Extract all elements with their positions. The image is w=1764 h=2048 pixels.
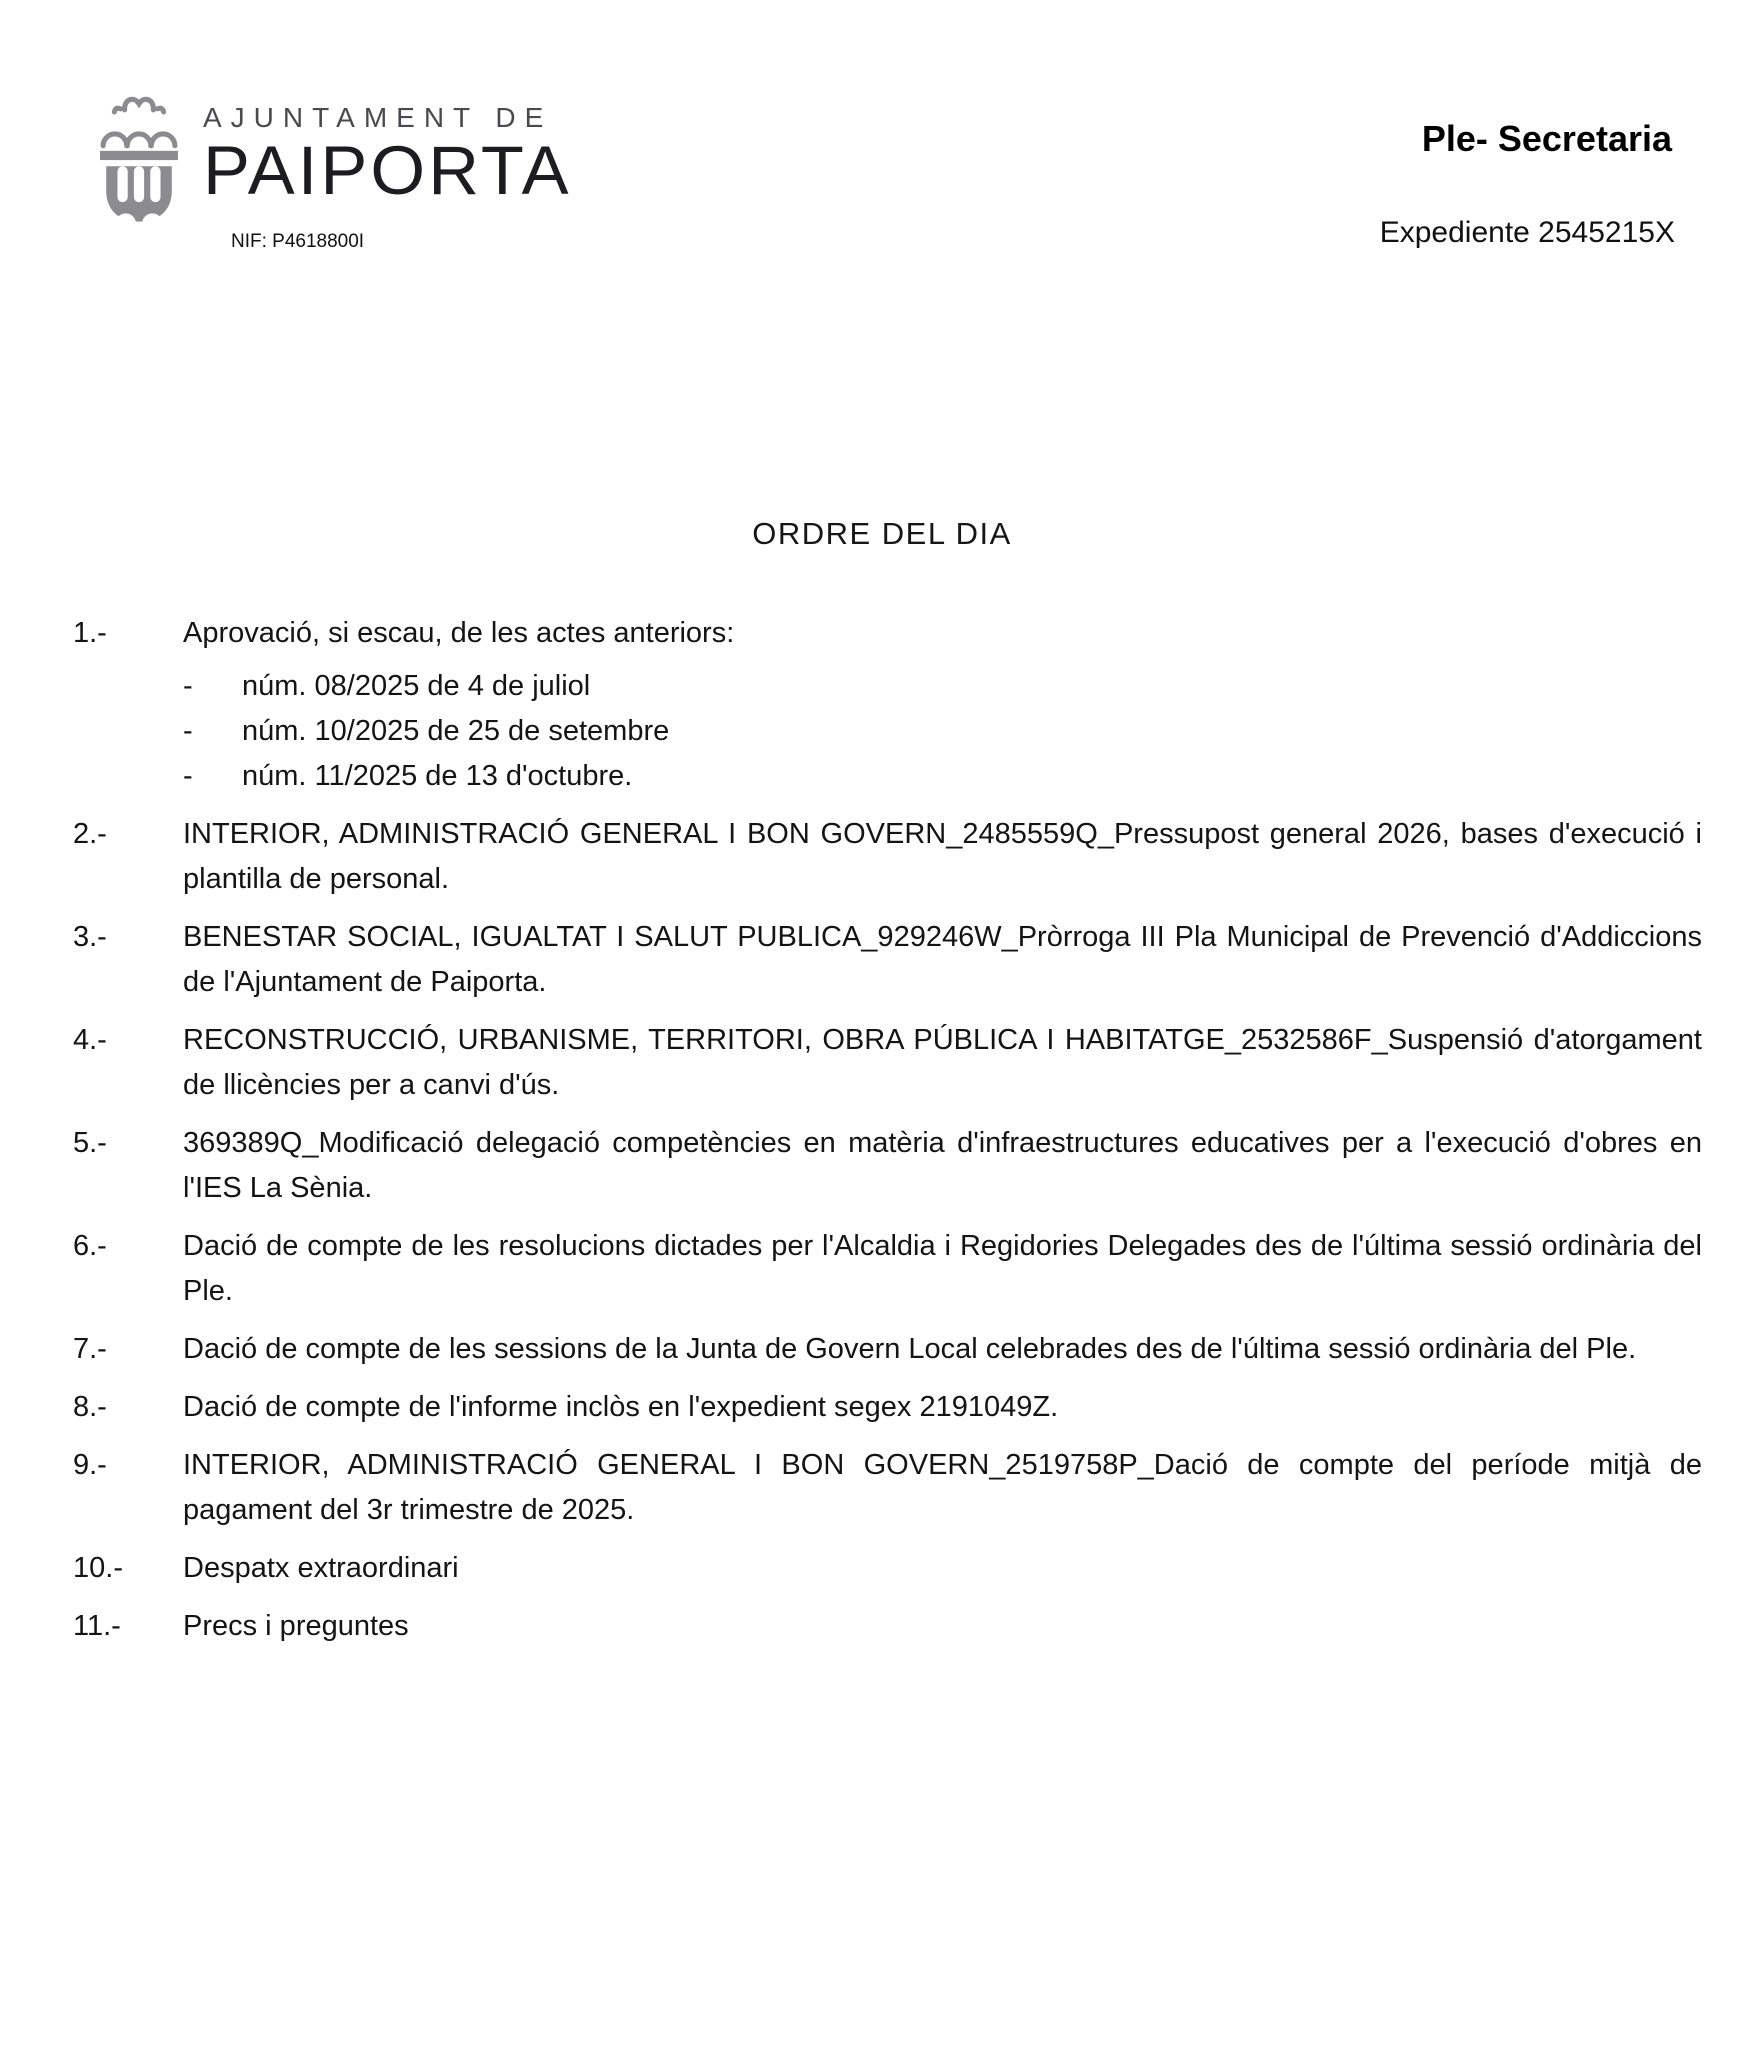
agenda-item-10 <box>73 1546 1702 1591</box>
item-number: 10.- <box>73 1552 123 1584</box>
department-heading: Ple- Secretaria <box>1421 118 1672 159</box>
org-name-line2: PAIPORTA <box>203 132 572 209</box>
item-text: Dació de compte de les resolucions dictades per l'Alcaldia i Regidories Delegades des de l'última sessió ordinària del Ple. <box>183 1230 1702 1307</box>
item-text-content: Aprovació, si escau, de les actes anteriors: <box>183 617 735 649</box>
item-number: 6.- <box>73 1230 107 1262</box>
item-number: 3.- <box>73 921 107 953</box>
paiporta-crest-icon <box>98 92 180 222</box>
sub-item <box>183 664 1702 709</box>
item-text <box>183 611 1702 799</box>
agenda-item-11 <box>73 1604 1702 1649</box>
item-number: 5.- <box>73 1127 107 1159</box>
item-text: 369389Q_Modificació delegació competències en matèria d'infraestructures educatives per a l'execució d'obres en l'IES La Sènia. <box>183 1127 1702 1204</box>
item-number: 11.- <box>73 1610 121 1642</box>
item-text: BENESTAR SOCIAL, IGUALTAT I SALUT PUBLICA_929246W_Pròrroga III Pla Municipal de Prevenció d'Addiccions de l'Ajuntament de Paiporta. <box>183 921 1702 998</box>
agenda-item-9 <box>73 1443 1702 1533</box>
sub-item <box>183 709 1702 754</box>
agenda-item-3 <box>73 915 1702 1005</box>
dash-bullet: - <box>183 760 193 792</box>
agenda-item-6 <box>73 1224 1702 1314</box>
org-name-line1: AJUNTAMENT DE <box>203 102 553 133</box>
page-title: ORDRE DEL DIA <box>752 516 1012 551</box>
sub-item-text: núm. 08/2025 de 4 de juliol <box>242 670 591 702</box>
agenda-item-8 <box>73 1385 1702 1430</box>
item-number: 7.- <box>73 1333 107 1365</box>
sub-item-text: núm. 10/2025 de 25 de setembre <box>242 715 670 747</box>
expediente-number: Expediente 2545215X <box>1379 216 1675 249</box>
agenda-list <box>73 611 1702 1662</box>
item-text: INTERIOR, ADMINISTRACIÓ GENERAL I BON GOVERN_2485559Q_Pressupost general 2026, bases d'execució i plantilla de personal. <box>183 818 1702 895</box>
item-text: INTERIOR, ADMINISTRACIÓ GENERAL I BON GOVERN_2519758P_Dació de compte del període mitjà de pagament del 3r trimestre de 2025. <box>183 1449 1702 1526</box>
item-number: 4.- <box>73 1024 107 1056</box>
dash-bullet: - <box>183 670 193 702</box>
dash-bullet: - <box>183 715 193 747</box>
item-text: Precs i preguntes <box>183 1610 409 1642</box>
item-text: Despatx extraordinari <box>183 1552 459 1584</box>
agenda-item-4 <box>73 1018 1702 1108</box>
sub-item <box>183 754 1702 799</box>
agenda-item-1 <box>73 611 1702 799</box>
item-text: RECONSTRUCCIÓ, URBANISME, TERRITORI, OBRA PÚBLICA I HABITATGE_2532586F_Suspensió d'atorgament de llicències per a canvi d'ús. <box>183 1024 1702 1101</box>
item-number: 2.- <box>73 818 107 850</box>
sub-item-text: núm. 11/2025 de 13 d'octubre. <box>242 760 633 792</box>
item-text: Dació de compte de les sessions de la Junta de Govern Local celebrades des de l'última sessió ordinària del Ple. <box>183 1333 1637 1365</box>
nif-label: NIF: P4618800I <box>231 231 365 252</box>
logo-wordmark <box>203 102 572 209</box>
item-text: Dació de compte de l'informe inclòs en l'expedient segex 2191049Z. <box>183 1391 1059 1423</box>
acts-sub-list <box>183 664 1702 799</box>
agenda-item-7 <box>73 1327 1702 1372</box>
agenda-item-2 <box>73 812 1702 902</box>
item-number: 8.- <box>73 1391 107 1423</box>
agenda-item-5 <box>73 1121 1702 1211</box>
item-number: 9.- <box>73 1449 107 1481</box>
item-number: 1.- <box>73 617 107 649</box>
